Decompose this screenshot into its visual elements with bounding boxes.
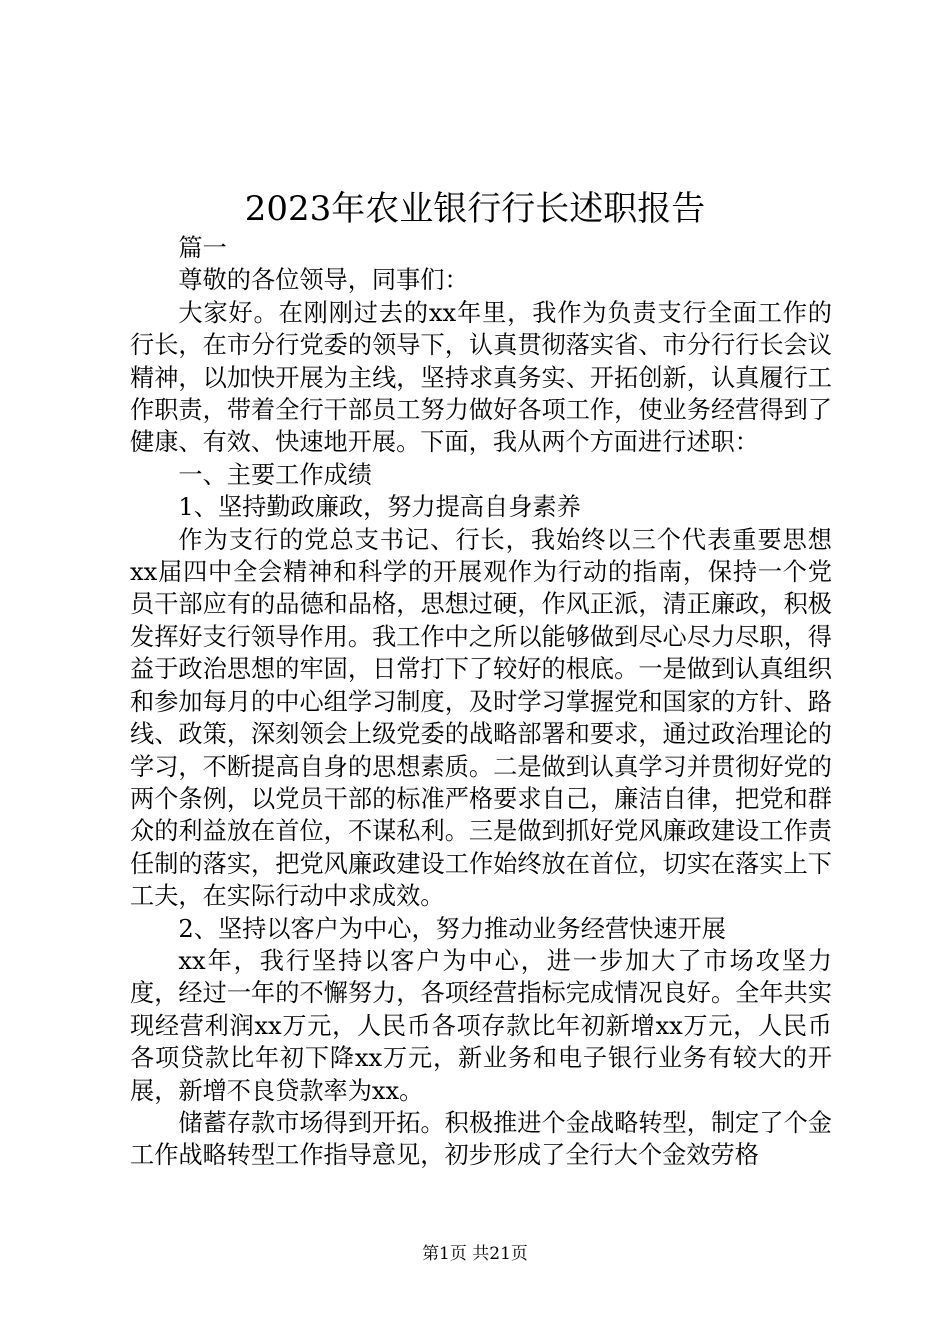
body-paragraph: xx年，我行坚持以客户为中心，进一步加大了市场攻坚力度，经过一年的不懈努力，各项经营指标完成情况良好。全年共实现经营利润xx万元，人民币各项存款比年初新增xx万元，人民币各项贷款比年初下降xx万元，新业务和电子银行业务有较大的开展，新增不良贷款率为xx。 [130, 946, 832, 1105]
page-number-footer: 第1页 共21页 [422, 1244, 528, 1264]
section-label: 篇一 [178, 234, 227, 262]
salutation: 尊敬的各位领导，同事们： [178, 266, 469, 295]
body-paragraph: 储蓄存款市场得到开拓。积极推进个金战略转型，制定了个金工作战略转型工作指导意见，初步形成了全行大个金效劳格 [130, 1108, 832, 1170]
document-title: 2023年农业银行行长述职报告 [244, 189, 706, 229]
section-heading: 一、主要工作成绩 [178, 460, 372, 489]
subsection-heading: 2、坚持以客户为中心，努力推动业务经营快速开展 [178, 914, 726, 943]
intro-paragraph: 大家好。在刚刚过去的xx年里，我作为负责支行全面工作的行长，在市分行党委的领导下，认真贯彻落实省、市分行行长会议精神，以加快开展为主线，坚持求真务实、开拓创新，认真履行工作职责，带着全行干部员工努力做好各项工作，使业务经营得到了健康、有效、快速地开展。下面，我从两个方面进行述职： [130, 298, 832, 457]
subsection-heading: 1、坚持勤政廉政，努力提高自身素养 [178, 493, 581, 522]
document-body [130, 232, 832, 1172]
body-paragraph: 作为支行的党总支书记、行长，我始终以三个代表重要思想xx届四中全会精神和科学的开展观作为行动的指南，保持一个党员干部应有的品德和品格，思想过硬，作风正派，清正廉政，积极发挥好支行领导作用。我工作中之所以能够做到尽心尽力尽职，得益于政治思想的牢固，日常打下了较好的根底。一是做到认真组织和参加每月的中心组学习制度，及时学习掌握党和国家的方针、路线、政策，深刻领会上级党委的战略部署和要求，通过政治理论的学习，不断提高自身的思想素质。二是做到认真学习并贯彻好党的两个条例，以党员干部的标准严格要求自己，廉洁自律，把党和群众的利益放在首位，不谋私利。三是做到抓好党风廉政建设工作责任制的落实，把党风廉政建设工作始终放在首位，切实在落实上下工夫，在实际行动中求成效。 [130, 525, 832, 911]
